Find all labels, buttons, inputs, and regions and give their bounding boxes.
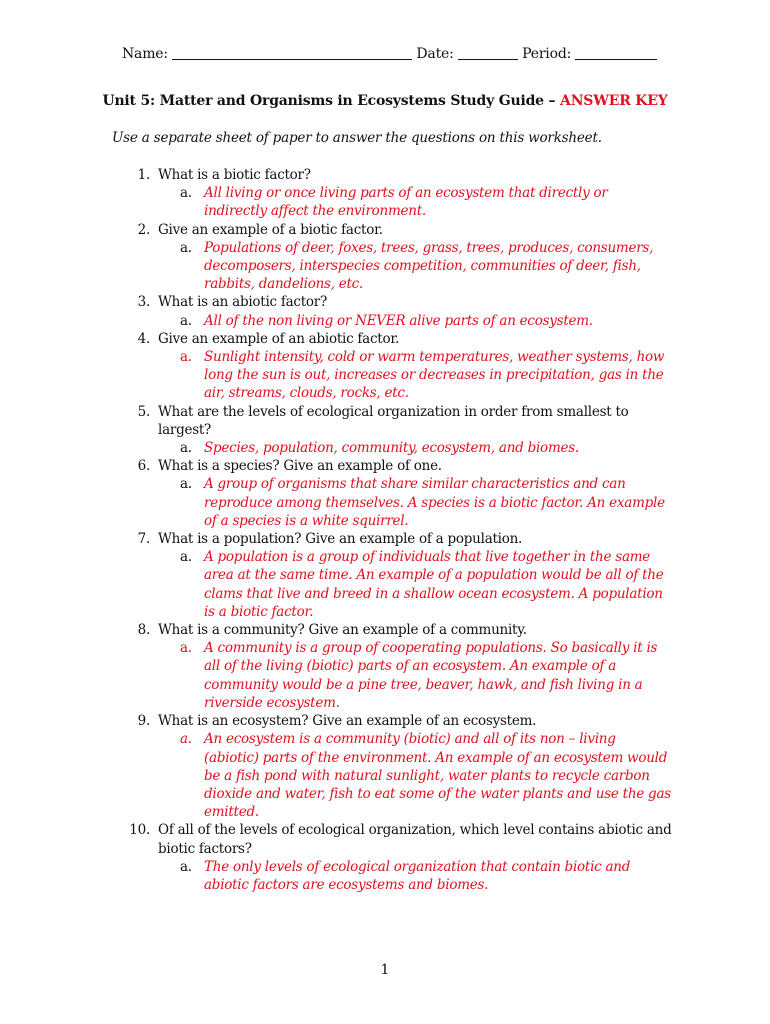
answer (158, 239, 672, 294)
answer-letter: a. (180, 239, 192, 256)
answer-letter: a. (180, 858, 192, 875)
answer (158, 439, 672, 457)
question-text: Give an example of a biotic factor. (158, 221, 383, 238)
question-text: Give an example of an abiotic factor. (158, 330, 400, 347)
date-blank (458, 47, 518, 60)
answer-text: An ecosystem is a community (biotic) and all of its non – living (abiotic) parts of the environment. An example of an ecosystem would be a fish pond with natural sunlight, water plants to recycle carbon dioxide and water, fish to eat some of the water plants and use the gas emitted. (204, 731, 671, 821)
answer-letter: a. (180, 440, 192, 457)
answer-text: The only levels of ecological organization that contain biotic and abiotic factors are ecosystems and biomes. (204, 858, 631, 893)
answer-text: A population is a group of individuals that live together in the same area at the same time. An example of a population would be all of the clams that live and breed in a shallow ocean ecosystem. A population is a biotic factor. (204, 549, 664, 620)
question-text: What is a biotic factor? (158, 167, 311, 183)
answer (158, 730, 672, 821)
date-label: Date: (416, 46, 454, 62)
answer (158, 639, 672, 712)
question-item (112, 621, 672, 712)
answer-text: A community is a group of cooperating populations. So basically it is all of the living (biotic) parts of an ecosystem. An example of a community would be a pine tree, beaver, hawk, and fish living in a riverside ecosystem. (204, 640, 658, 711)
question-number: 4. (137, 330, 150, 347)
page-title (0, 93, 770, 109)
question-item (112, 712, 672, 821)
question-text: What is a community? Give an example of a community. (158, 622, 527, 639)
name-blank (172, 47, 412, 60)
question-item (112, 530, 672, 621)
answer (158, 348, 672, 403)
page-number: 1 (380, 962, 390, 978)
instructions: Use a separate sheet of paper to answer the questions on this worksheet. (112, 130, 602, 146)
question-item (112, 166, 672, 221)
answer-letter: a. (180, 640, 192, 657)
question-number: 3. (137, 294, 150, 311)
question-list (112, 166, 672, 894)
question-item (112, 457, 672, 530)
question-number: 10. (129, 822, 150, 839)
answer-text: Species, population, community, ecosystem, and biomes. (204, 440, 579, 457)
question-number: 1. (137, 167, 150, 183)
question-text: What are the levels of ecological organization in order from smallest to largest? (158, 403, 629, 438)
answer (158, 475, 672, 530)
question-number: 8. (137, 622, 150, 639)
answer-key-label: ANSWER KEY (560, 93, 668, 109)
question-item (112, 221, 672, 294)
answer (158, 312, 672, 330)
answer (158, 184, 672, 220)
answer-text: Populations of deer, foxes, trees, grass, trees, produces, consumers, decomposers, interspecies competition, communities of deer, fish, rabbits, dandelions, etc. (204, 239, 654, 293)
answer-text: Sunlight intensity, cold or warm temperatures, weather systems, how long the sun is out, increases or decreases in precipitation, gas in the air, streams, clouds, rocks, etc. (204, 349, 665, 402)
answer-letter: a. (180, 185, 192, 202)
question-item (112, 293, 672, 329)
name-label: Name: (122, 46, 168, 62)
question-text: What is a population? Give an example of a population. (158, 531, 523, 548)
answer-text: All of the non living or NEVER alive parts of an ecosystem. (204, 312, 593, 329)
question-item (112, 330, 672, 403)
title-main: Unit 5: Matter and Organisms in Ecosystems Study Guide – (102, 93, 556, 109)
answer-letter: a. (180, 312, 192, 329)
question-text: What is an ecosystem? Give an example of an ecosystem. (158, 713, 537, 730)
question-text: What is an abiotic factor? (158, 294, 327, 311)
question-text: What is a species? Give an example of one. (158, 458, 442, 475)
question-text: Of all of the levels of ecological organization, which level contains abiotic and biotic factors? (158, 822, 672, 857)
question-number: 6. (137, 458, 150, 475)
question-item (112, 821, 672, 894)
answer (158, 858, 672, 894)
question-number: 7. (137, 531, 150, 548)
period-label: Period: (522, 46, 572, 62)
answer-text: A group of organisms that share similar characteristics and can reproduce among themselves. A species is a biotic factor. An example of a species is a white squirrel. (204, 476, 665, 529)
question-item (112, 403, 672, 458)
period-blank (575, 47, 657, 60)
answer-letter: a. (180, 349, 192, 366)
question-number: 9. (137, 713, 150, 730)
answer-letter: a. (180, 476, 192, 493)
header-fields (122, 46, 657, 62)
answer-letter: a. (180, 549, 192, 566)
question-number: 5. (137, 403, 150, 420)
answer-letter: a. (180, 731, 192, 748)
question-number: 2. (137, 221, 150, 238)
answer-text: All living or once living parts of an ecosystem that directly or indirectly affect the environment. (204, 185, 608, 220)
answer (158, 548, 672, 621)
